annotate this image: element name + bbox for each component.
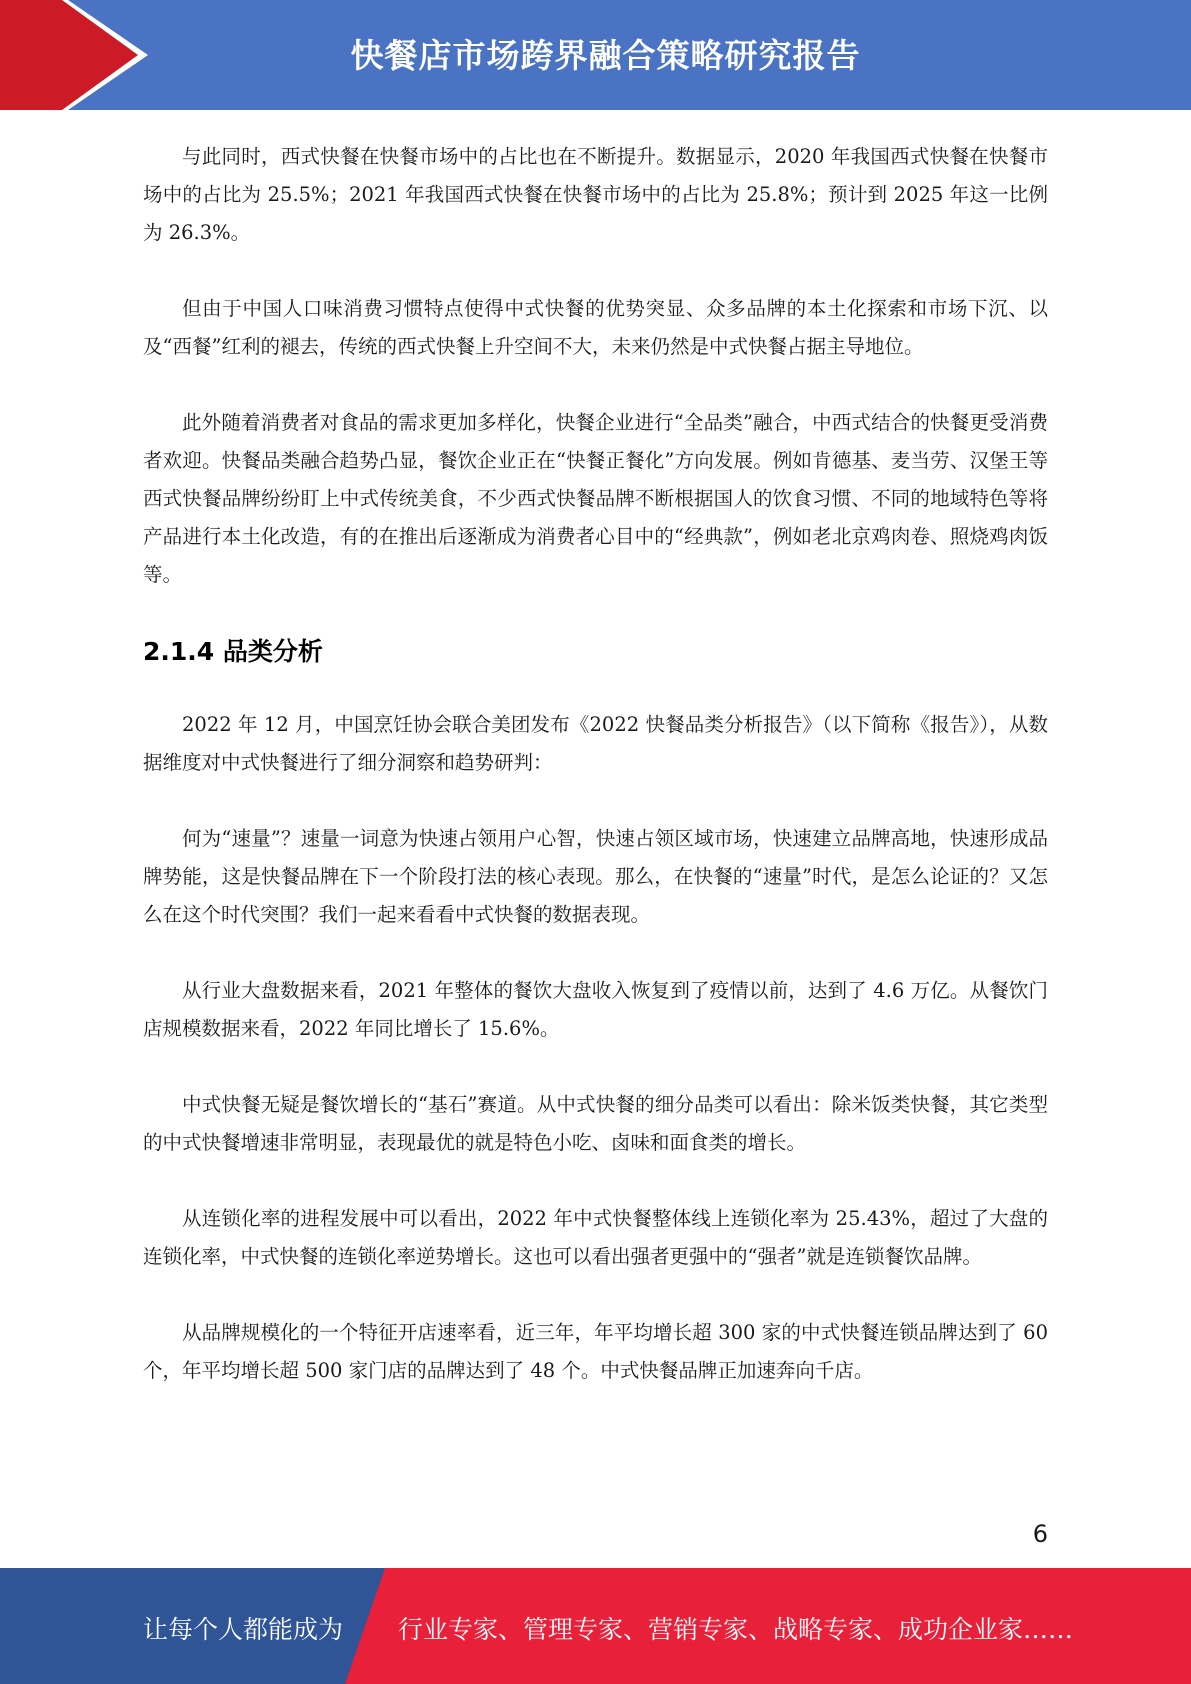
page-footer xyxy=(0,1568,1191,1684)
paragraph-industry-data: 从行业大盘数据来看，2021 年整体的餐饮大盘收入恢复到了疫情以前，达到了 4.6 万亿。从餐饮门店规模数据来看，2022 年同比增长了 15.6%。 xyxy=(143,979,1048,1040)
paragraph-report-intro: 2022 年 12 月，中国烹饪协会联合美团发布《2022 快餐品类分析报告》（以下简称《报告》），从数据维度对中式快餐进行了细分洞察和趋势研判： xyxy=(143,713,1048,774)
footer-slogan-left: 让每个人都能成为 xyxy=(143,1615,344,1644)
footer-slogan-right: 行业专家、管理专家、营销专家、战略专家、成功企业家…… xyxy=(398,1615,1074,1644)
paragraph-western-share: 与此同时，西式快餐在快餐市场中的占比也在不断提升。数据显示，2020 年我国西式快餐在快餐市场中的占比为 25.5%；2021 年我国西式快餐在快餐市场中的占比为 25.8%；预计到 2025 年这一比例为 26.3%。 xyxy=(143,145,1048,244)
page-number: 6 xyxy=(1032,1520,1048,1548)
paragraph-category-fusion: 此外随着消费者对食品的需求更加多样化，快餐企业进行“全品类”融合，中西式结合的快餐更受消费者欢迎。快餐品类融合趋势凸显，餐饮企业正在“快餐正餐化”方向发展。例如肯德基、麦当劳、汉堡王等西式快餐品牌纷纷盯上中式传统美食，不少西式快餐品牌不断根据国人的饮食习惯、不同的地域特色等将产品进行本土化改造，有的在推出后逐渐成为消费者心目中的“经典款”，例如老北京鸡肉卷、照烧鸡肉饭等。 xyxy=(143,411,1048,586)
paragraph-cornerstone: 中式快餐无疑是餐饮增长的“基石”赛道。从中式快餐的细分品类可以看出：除米饭类快餐，其它类型的中式快餐增速非常明显，表现最优的就是特色小吃、卤味和面食类的增长。 xyxy=(143,1093,1048,1154)
document-title: 快餐店市场跨界融合策略研究报告 xyxy=(350,36,861,75)
main-content xyxy=(143,138,1048,1428)
paragraph-store-growth: 从品牌规模化的一个特征开店速率看，近三年，年平均增长超 300 家的中式快餐连锁品牌达到了 60 个，年平均增长超 500 家门店的品牌达到了 48 个。中式快餐品牌正加速奔向千店。 xyxy=(143,1321,1048,1382)
section-heading: 2.1.4 品类分析 xyxy=(143,637,323,666)
page-header xyxy=(0,0,1191,110)
paragraph-chain-rate: 从连锁化率的进程发展中可以看出，2022 年中式快餐整体线上连锁化率为 25.43%，超过了大盘的连锁化率，中式快餐的连锁化率逆势增长。这也可以看出强者更强中的“强者”就是连锁餐饮品牌。 xyxy=(143,1207,1048,1268)
paragraph-speed: 何为“速量”？速量一词意为快速占领用户心智，快速占领区域市场，快速建立品牌高地，快速形成品牌势能，这是快餐品牌在下一个阶段打法的核心表现。那么，在快餐的“速量”时代，是怎么论证的？又怎么在这个时代突围？我们一起来看看中式快餐的数据表现。 xyxy=(143,827,1048,926)
paragraph-chinese-dominance: 但由于中国人口味消费习惯特点使得中式快餐的优势突显、众多品牌的本土化探索和市场下沉、以及“西餐”红利的褪去，传统的西式快餐上升空间不大，未来仍然是中式快餐占据主导地位。 xyxy=(143,297,1048,358)
